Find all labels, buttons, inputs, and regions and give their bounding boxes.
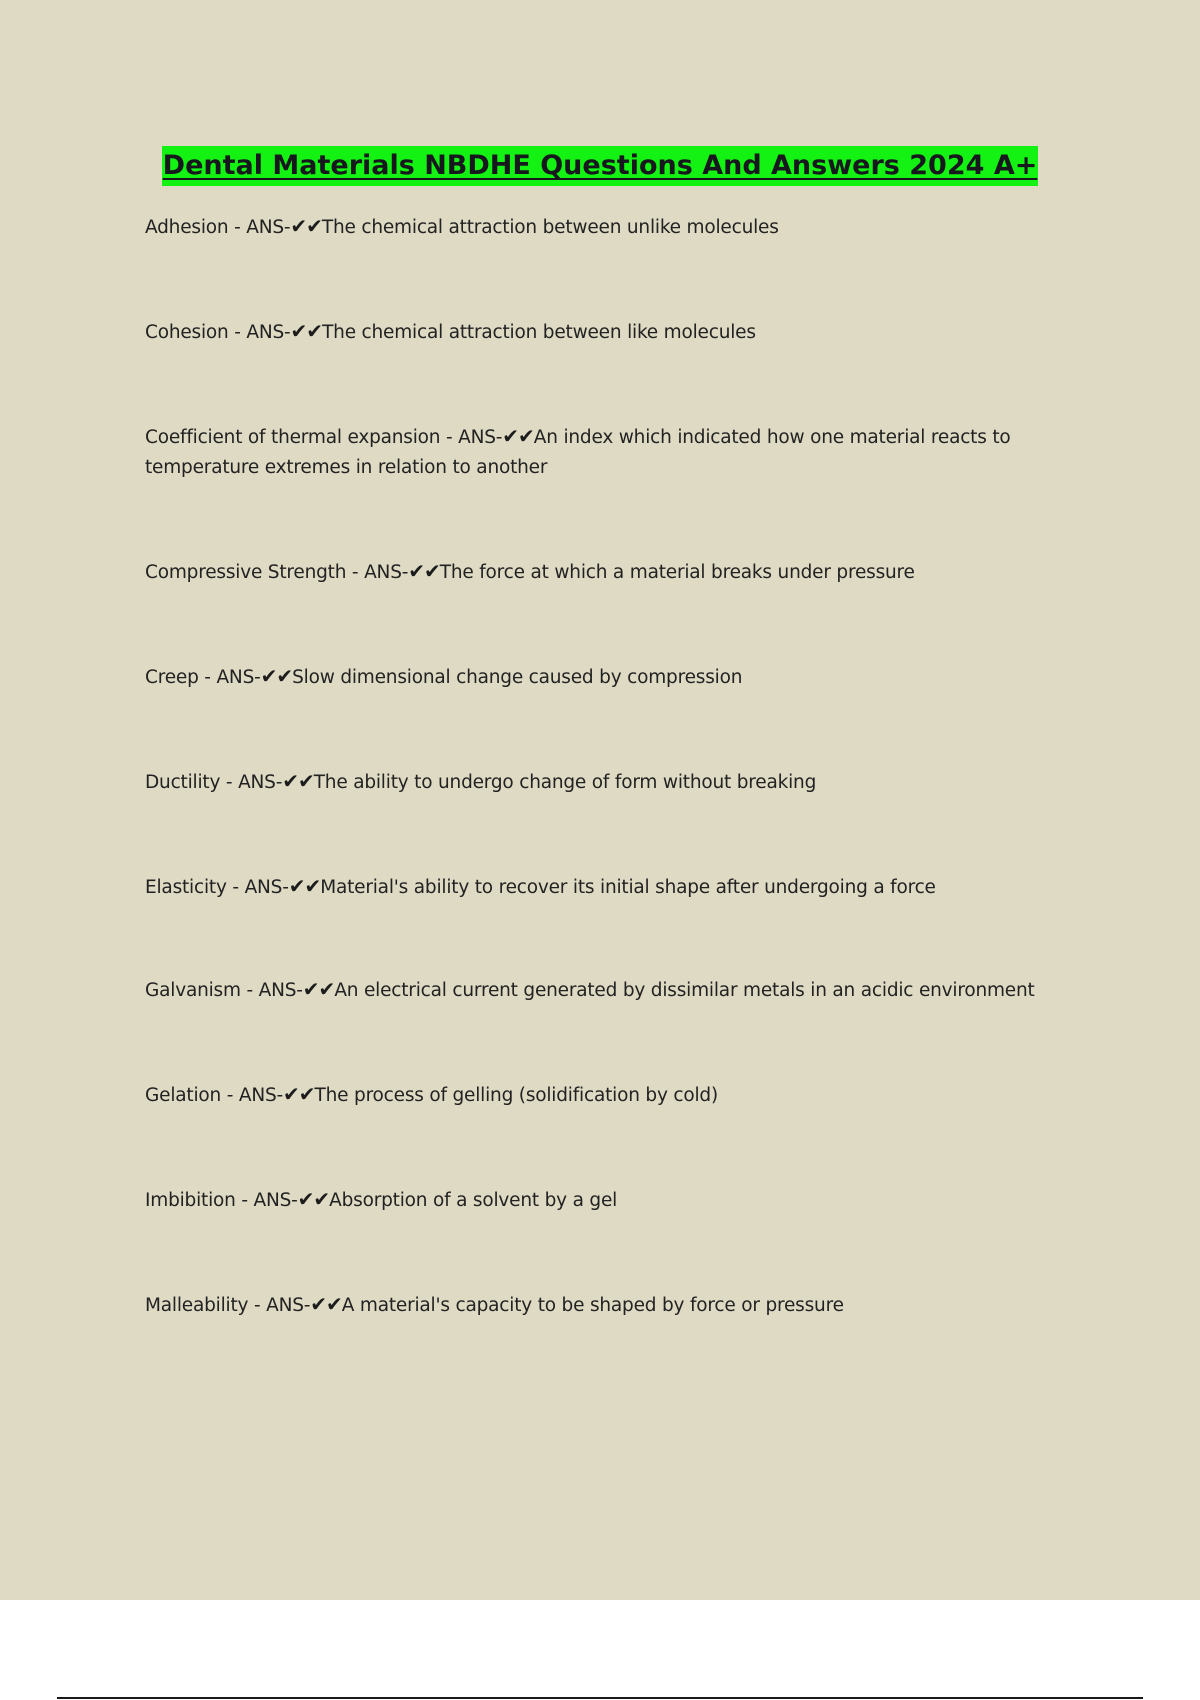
entry-term: Coefficient of thermal expansion (145, 427, 441, 448)
entry-answer: A material's capacity to be shaped by force or pressure (341, 1295, 844, 1316)
answer-prefix: ANS- (238, 1085, 284, 1106)
answer-prefix: ANS- (238, 772, 283, 793)
check-mark-icon: ✔✔ (310, 1292, 342, 1316)
entry-term: Gelation (145, 1085, 222, 1106)
check-mark-icon: ✔✔ (408, 559, 440, 583)
qa-entry: Compressive Strength - ANS-✔✔The force at which a material breaks under pressure (145, 559, 915, 583)
entry-term: Compressive Strength (145, 562, 347, 583)
qa-entry: Galvanism - ANS-✔✔An electrical current generated by dissimilar metals in an acidic environment (145, 977, 1035, 1001)
answer-prefix: ANS- (253, 1190, 298, 1211)
check-mark-icon: ✔✔ (290, 214, 322, 238)
qa-entry: Coefficient of thermal expansion - ANS-✔✔An index which indicated how one material reacts to temperature extremes in relation to another (145, 424, 1011, 478)
document-title: Dental Materials NBDHE Questions And Answers 2024 A+ (162, 146, 1039, 186)
entry-term: Imbibition (145, 1190, 236, 1211)
qa-entry: Imbibition - ANS-✔✔Absorption of a solvent by a gel (145, 1187, 618, 1211)
check-mark-icon: ✔✔ (260, 664, 293, 688)
entry-answer: The ability to undergo change of form without breaking (313, 772, 817, 793)
entry-term: Galvanism (145, 980, 241, 1001)
check-mark-icon: ✔✔ (302, 977, 335, 1001)
qa-entry: Creep - ANS-✔✔Slow dimensional change caused by compression (145, 664, 743, 688)
entry-term: Adhesion (145, 217, 229, 238)
answer-prefix: ANS- (258, 980, 303, 1001)
answer-prefix: ANS- (244, 877, 289, 898)
check-mark-icon: ✔✔ (297, 1187, 330, 1211)
check-mark-icon: ✔✔ (502, 424, 534, 448)
entry-answer: The chemical attraction between unlike molecules (321, 217, 779, 238)
qa-entry: Ductility - ANS-✔✔The ability to undergo change of form without breaking (145, 769, 817, 793)
qa-entry: Elasticity - ANS-✔✔Material's ability to recover its initial shape after undergoing a force (145, 874, 936, 898)
entry-term: Creep (145, 667, 199, 688)
qa-entry: Gelation - ANS-✔✔The process of gelling (solidification by cold) (145, 1082, 718, 1106)
answer-prefix: ANS- (246, 322, 291, 343)
qa-entry: Malleability - ANS-✔✔A material's capacity to be shaped by force or pressure (145, 1292, 844, 1316)
answer-prefix: ANS- (266, 1295, 311, 1316)
qa-entry: Adhesion - ANS-✔✔The chemical attraction between unlike molecules (145, 214, 779, 238)
entry-term: Malleability (145, 1295, 249, 1316)
footer-divider (57, 1697, 1143, 1699)
title-container (0, 146, 1200, 186)
entry-term: Elasticity (145, 877, 227, 898)
check-mark-icon: ✔✔ (290, 319, 323, 343)
check-mark-icon: ✔✔ (283, 1082, 315, 1106)
entry-term: Ductility (145, 772, 221, 793)
entry-answer: An index which indicated how one material reacts to temperature extremes in relation to another (145, 427, 1011, 478)
entry-answer: The chemical attraction between like molecules (322, 322, 756, 343)
check-mark-icon: ✔✔ (282, 769, 314, 793)
entry-answer: Slow dimensional change caused by compression (292, 667, 743, 688)
check-mark-icon: ✔✔ (288, 874, 321, 898)
entry-answer: Absorption of a solvent by a gel (329, 1190, 618, 1211)
entry-answer: The process of gelling (solidification by cold) (314, 1085, 718, 1106)
answer-prefix: ANS- (216, 667, 261, 688)
answer-prefix: ANS- (246, 217, 291, 238)
qa-entry: Cohesion - ANS-✔✔The chemical attraction between like molecules (145, 319, 756, 343)
entry-answer: The force at which a material breaks under pressure (439, 562, 915, 583)
answer-prefix: ANS- (458, 427, 503, 448)
entry-answer: An electrical current generated by dissimilar metals in an acidic environment (334, 980, 1035, 1001)
answer-prefix: ANS- (364, 562, 409, 583)
entry-answer: Material's ability to recover its initial shape after undergoing a force (320, 877, 936, 898)
entry-term: Cohesion (145, 322, 229, 343)
